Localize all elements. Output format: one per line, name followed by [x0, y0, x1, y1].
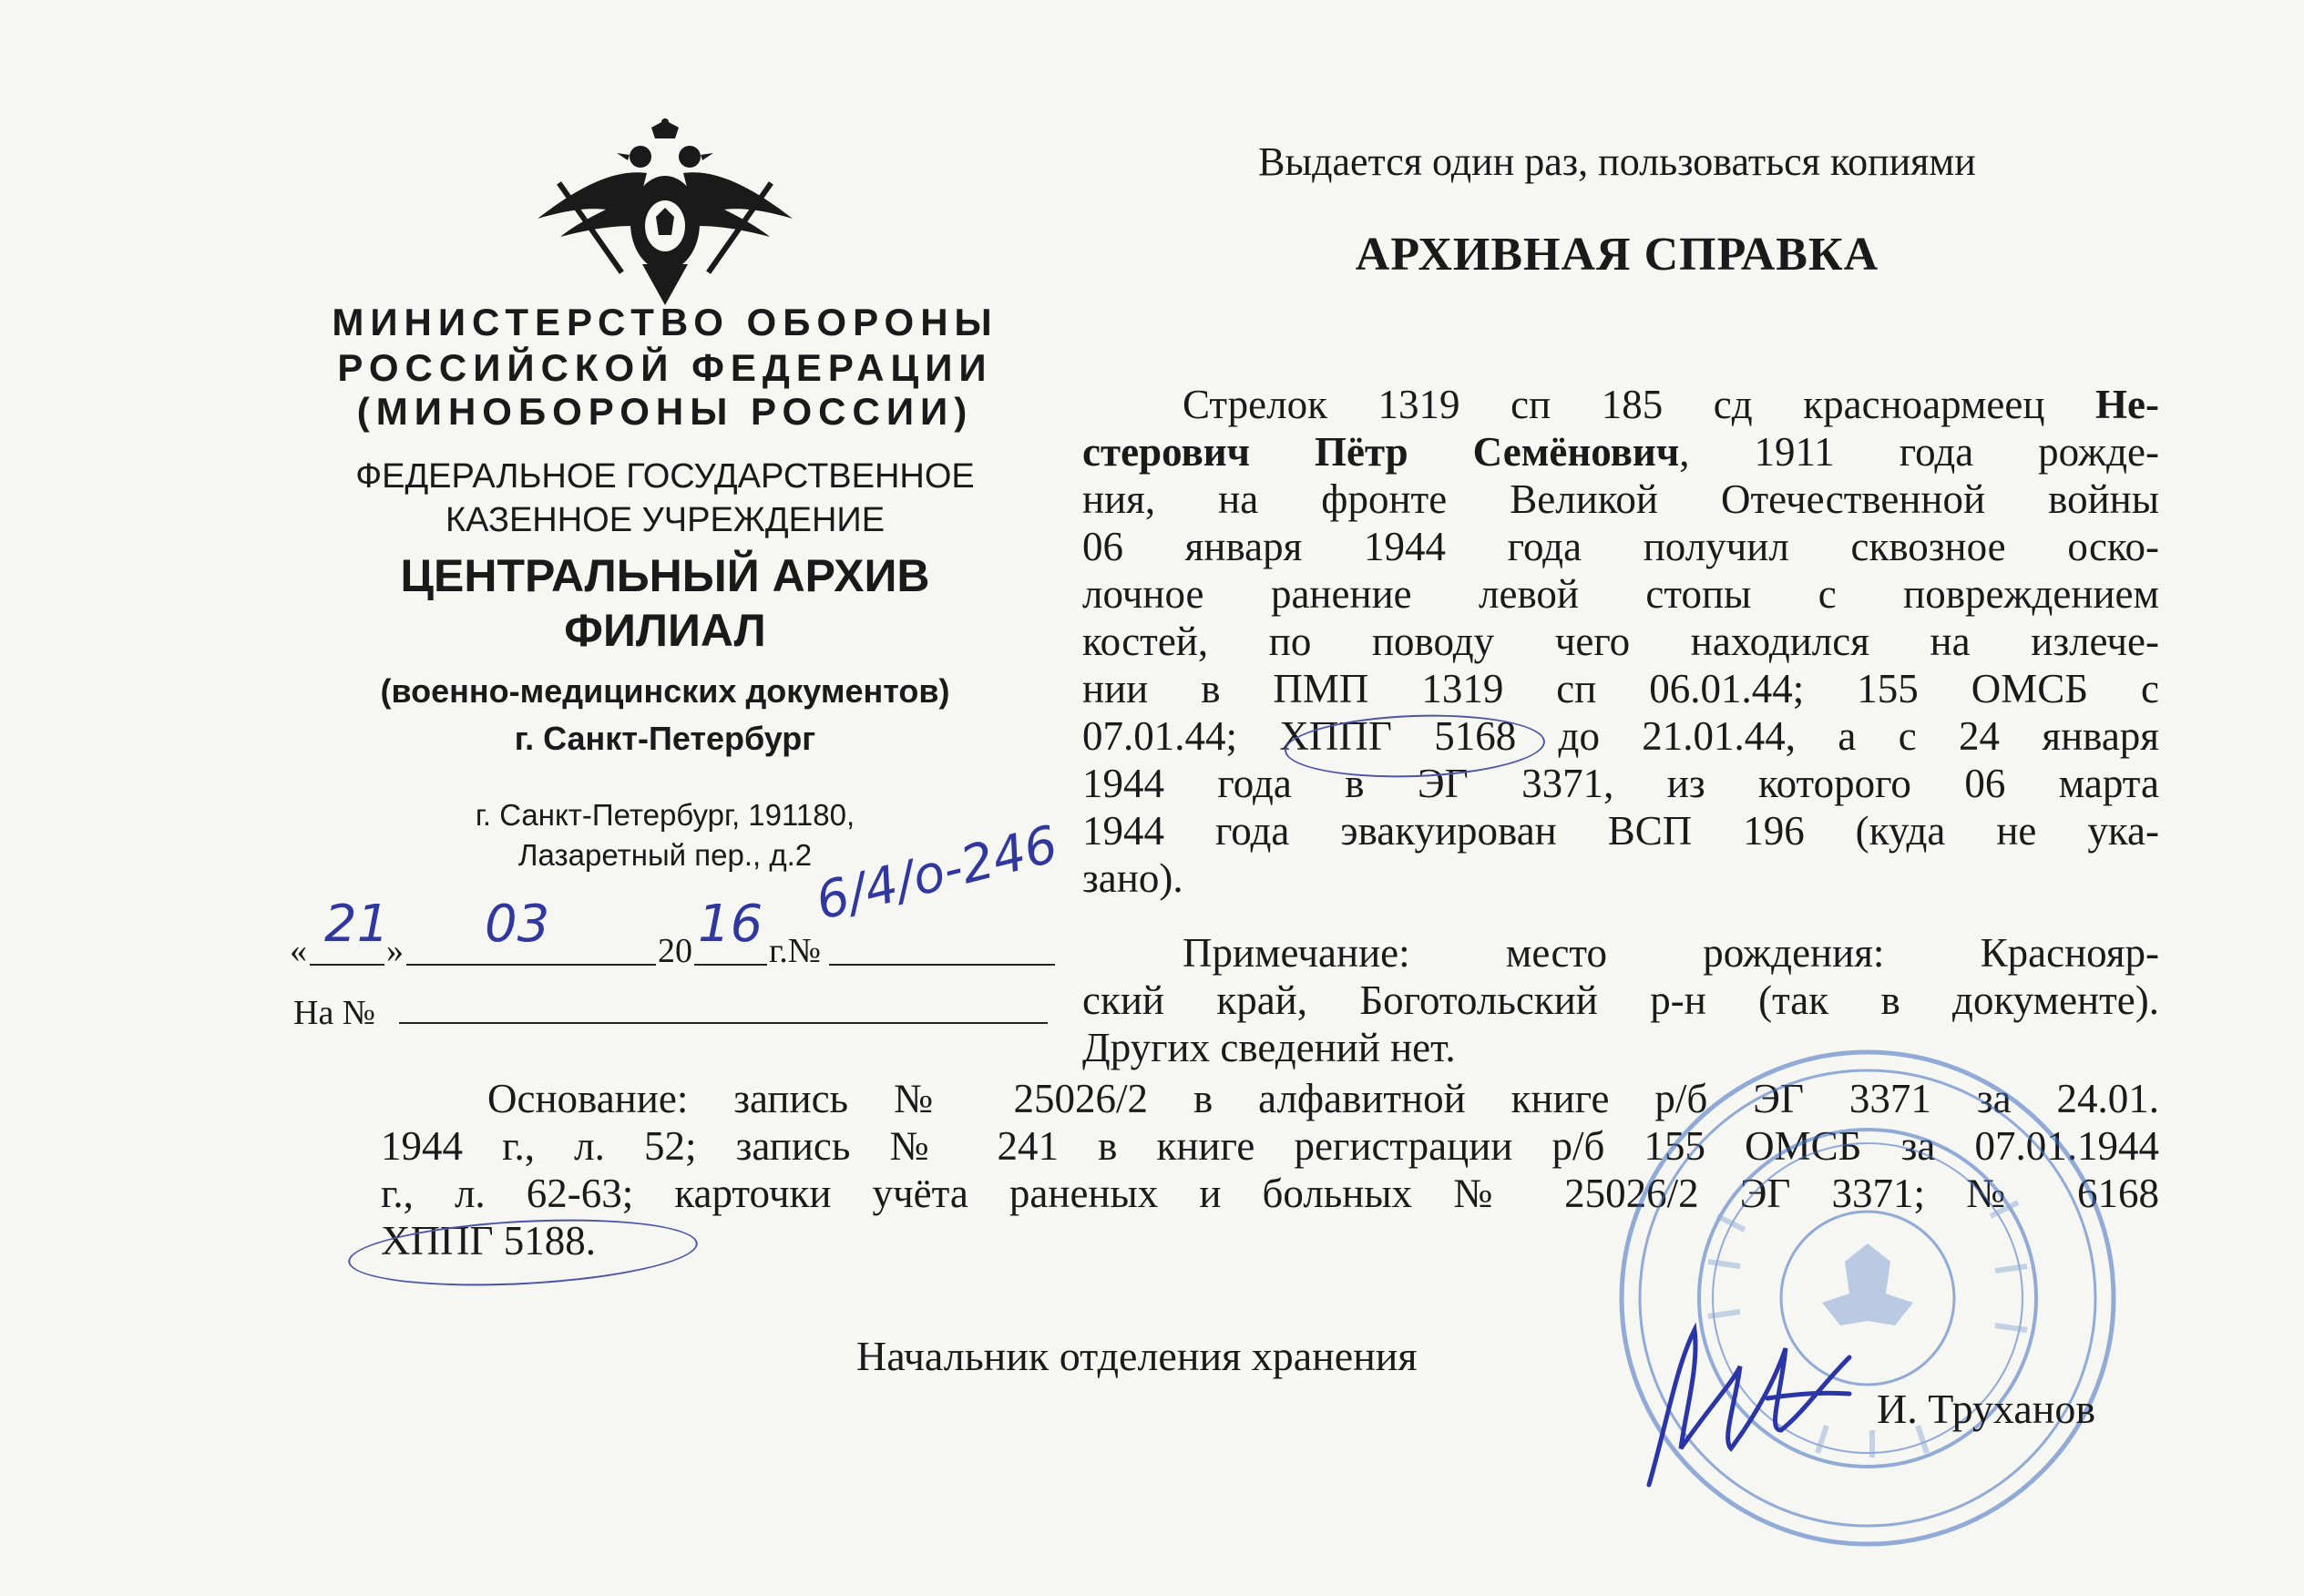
p1-line-5: лочное ранение левой стопы с повреждением — [1082, 571, 2159, 617]
institution-line-1: ФЕДЕРАЛЬНОЕ ГОСУДАРСТВЕННОЕ — [355, 457, 975, 496]
issue-note: Выдается один раз, пользоваться копиями — [1258, 139, 1976, 184]
p1-line-1: Стрелок 1319 сп 185 сд красноармеец Не- — [1183, 382, 2159, 427]
ministry-emblem-icon — [533, 118, 797, 310]
handwritten-day: 21 — [324, 895, 390, 954]
p1-line-8: 07.01.44; ХППГ 5168 до 21.01.44, а с 24 января — [1082, 713, 2159, 759]
ministry-line-3: (МИНОБОРОНЫ РОССИИ) — [356, 390, 974, 433]
reference-underline — [399, 1022, 1048, 1024]
quote-open: « — [290, 932, 307, 970]
p2-line-2: ский край, Боготольский р-н (так в документе). — [1082, 977, 2159, 1023]
p1-line-3: ния, на фронте Великой Отечественной войны — [1082, 476, 2159, 522]
archive-branch: ФИЛИАЛ — [564, 605, 766, 656]
p1-line-7: нии в ПМП 1319 сп 06.01.44; 155 ОМСБ с — [1082, 666, 2159, 711]
handwritten-month: 03 — [485, 895, 550, 954]
p1-line-9: 1944 года в ЭГ 3371, из которого 06 марта — [1082, 761, 2159, 806]
p1-line-2: стерович Пётр Семёнович, 1911 года рожде- — [1082, 429, 2159, 475]
handwritten-number: 6/4/о-246 — [810, 814, 1064, 932]
branch-city: г. Санкт-Петербург — [514, 720, 816, 757]
basis-line-1: Основание: запись № 25026/2 в алфавитной книге р/б ЭГ 3371 за 24.01. — [487, 1076, 2159, 1121]
archive-name: ЦЕНТРАЛЬНЫЙ АРХИВ — [400, 550, 930, 601]
date-number-row — [290, 920, 1055, 978]
p1-line-11: зано). — [1082, 855, 1183, 901]
quote-close: » — [386, 932, 404, 970]
handwritten-signature-icon — [1631, 1312, 1868, 1494]
ministry-line-1: МИНИСТЕРСТВО ОБОРОНЫ — [332, 301, 998, 343]
basis-line-3: г., л. 62-63; карточки учёта раненых и больных № 25026/2 ЭГ 3371; № 6168 — [381, 1171, 2159, 1216]
p2-line-1: Примечание: место рождения: Краснояр- — [1183, 930, 2159, 976]
p1-line-10: 1944 года эвакуирован ВСП 196 (куда не ука- — [1082, 808, 2159, 854]
address-line-2: Лазаретный пер., д.2 — [517, 838, 813, 872]
signatory-name: И. Труханов — [1877, 1386, 2096, 1432]
branch-specialization: (военно-медицинских документов) — [380, 672, 950, 710]
basis-line-2: 1944 г., л. 52; запись № 241 в книге регистрации р/б 155 ОМСБ за 07.01.1944 — [381, 1123, 2159, 1169]
p1-line-6: костей, по поводу чего находился на излече- — [1082, 619, 2159, 664]
reference-number-row — [293, 993, 375, 1033]
ministry-line-2: РОССИЙСКОЙ ФЕДЕРАЦИИ — [337, 346, 993, 389]
p2-line-3: Других сведений нет. — [1082, 1025, 1456, 1070]
p1-line-4: 06 января 1944 года получил сквозное оско- — [1082, 524, 2159, 569]
reference-label: На № — [293, 994, 376, 1032]
address-line-1: г. Санкт-Петербург, 191180, — [475, 798, 855, 832]
handwritten-year: 16 — [698, 895, 763, 954]
signatory-title: Начальник отделения хранения — [856, 1333, 1418, 1379]
year-prefix: 20 — [658, 932, 692, 970]
number-label: г.№ — [769, 932, 822, 970]
document-title: АРХИВНАЯ СПРАВКА — [1355, 229, 1879, 281]
institution-line-2: КАЗЕННОЕ УЧРЕЖДЕНИЕ — [445, 501, 886, 539]
basis-line-4: ХППГ 5188. — [381, 1218, 597, 1264]
